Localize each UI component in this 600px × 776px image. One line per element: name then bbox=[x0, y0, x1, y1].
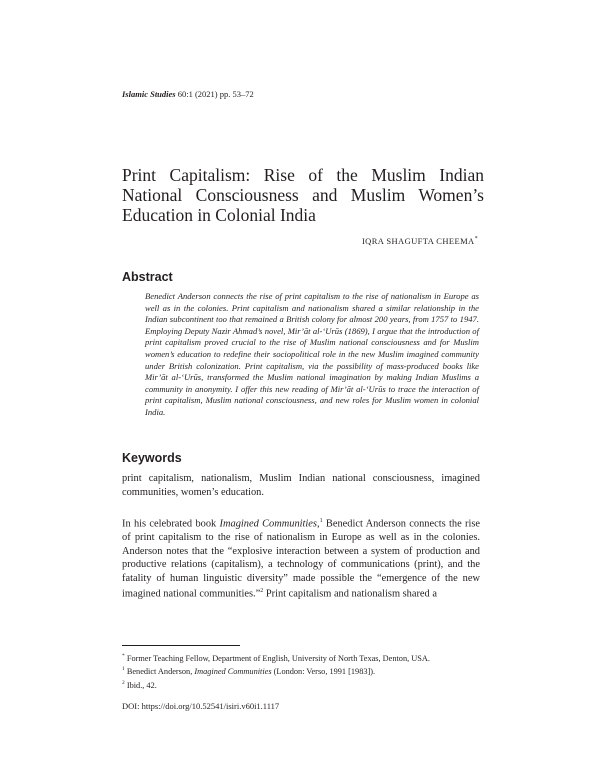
author-line bbox=[362, 236, 478, 246]
doi-link[interactable]: DOI: https://doi.org/10.52541/isiri.v60i1.1117 bbox=[122, 701, 280, 711]
body-text-1: In his celebrated book bbox=[122, 518, 220, 530]
journal-name: Islamic Studies bbox=[122, 89, 176, 99]
keywords-heading: Keywords bbox=[122, 451, 182, 465]
body-text-3: Print capitalism and nationalism shared a bbox=[263, 588, 437, 600]
keywords-text: print capitalism, nationalism, Muslim Indian national consciousness, imagined communities, women’s education. bbox=[122, 473, 480, 498]
journal-header bbox=[122, 89, 254, 99]
journal-citation: 60:1 (2021) pp. 53–72 bbox=[177, 89, 254, 99]
author-name: IQRA SHAGUFTA CHEEMA bbox=[361, 236, 475, 246]
abstract-text: Benedict Anderson connects the rise of print capitalism to the rise of nationalism in Europe as well as in the colonies. Print capitalism and nationalism shared a similar relationship in the Indian subcontinent too that remained a British colony for almost 200 years, from 1757 to 1947. Employing Deputy Nazir Ahmad’s novel, Mir’āt al-‘Urūs (1869), I argue that the introduction of print capitalism proved crucial to the rise of Muslim national consciousness and for Muslim women’s education to redefine their sociopolitical role in the new Muslim imagined community under British colonization. Print capitalism, via the possibility of mass-produced books like Mir’āt al-‘Urūs, transformed the Muslim national imagination by making Indian Muslims a community in anonymity. I offer this new reading of Mir’āt al-‘Urūs to trace the interaction of print capitalism, Muslim national consciousness, and new roles for Muslim women in colonial India. bbox=[145, 291, 479, 417]
abstract-heading: Abstract bbox=[122, 270, 173, 284]
footnote-item: * Former Teaching Fellow, Department of English, University of North Texas, Denton, USA. bbox=[122, 653, 430, 663]
body-paragraph: In his celebrated book Imagined Communities,$^1$ Benedict Anderson connects the rise of print capitalism to the rise of nationalism in Europe as well as in the colonies. Anderson notes that the “explosive interaction between a system of production and productive relations (capitalism), a technology of communications (print), and the fatality of human linguistic diversity” made possible the “emergence of the new imagined national communities.”$^2$ Print capitalism and nationalism shared a bbox=[122, 518, 481, 600]
body-text-2: Benedict Anderson connects the rise of print capitalism to the rise of nationalism in Europe as well as in the colonies. Anderson notes that the “explosive interaction between a system of production and productive relations (capitalism), a technology of communications (print), and the fatality of human linguistic diversity” made possible the “emergence of the new imagined national communities.” bbox=[122, 518, 481, 600]
footnotes bbox=[122, 651, 482, 691]
article-title: Print Capitalism: Rise of the Muslim Indian National Consciousness and Muslim Women’s Education in Colonial India bbox=[122, 165, 484, 225]
footnote-item: $^1$ Benedict Anderson, Imagined Communities (London: Verso, 1991 [1983]). bbox=[122, 666, 376, 677]
footnote-divider bbox=[122, 645, 240, 646]
footnote-item: $^2$ Ibid., 42. bbox=[122, 679, 157, 690]
book-title: Imagined Communities bbox=[219, 518, 317, 530]
footnote-ref-2[interactable]: 2 bbox=[260, 588, 264, 595]
footnote-ref-1[interactable]: 1 bbox=[319, 518, 323, 524]
author-footnote-marker[interactable]: * bbox=[474, 236, 478, 243]
